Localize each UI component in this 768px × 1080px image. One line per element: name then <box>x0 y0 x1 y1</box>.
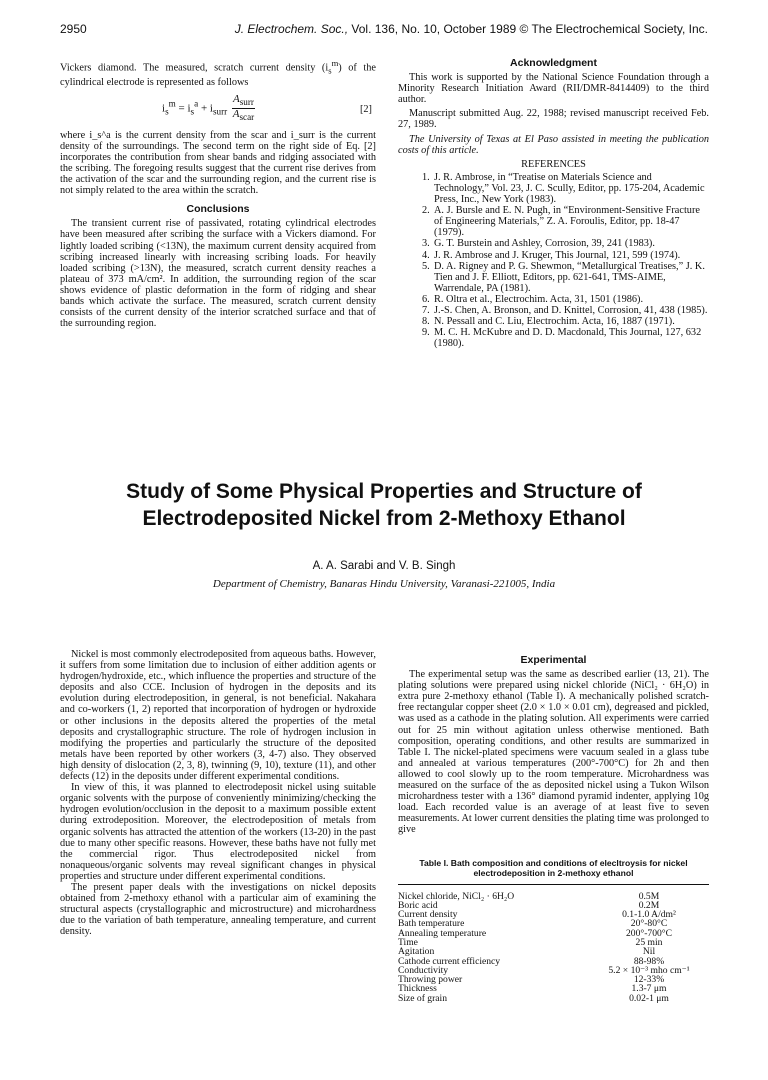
eq-plus: + i <box>198 101 213 114</box>
eq-frac-num: A <box>232 92 240 105</box>
table-cell-parameter: Bath temperature <box>398 918 465 930</box>
prev-after-equation: where i_s^a is the current density from the scar and i_surr is the current density of the surroundings. The second term on the right side of Eq. [2] incorporates the contribution from shear bands and ridging associated with the scribing. The foregoing results suggest that the current rise derives from the activation of the scar and the surrounding region, and the current rise is not simply related to the area within the scratch. <box>60 129 376 197</box>
intro-paragraph-1: Nickel is most commonly electrodeposited from aqueous baths. However, it suffers from some limitation due to inclusion of either addition agents or hydrogen/hydroxide, etc., which influence the properties and structure of the deposits and also CCE. Inclusion of hydrogen in the deposits and its evolution during electrodeposition, in general, is not beneficial. Nakahara and co-workers (1, 2) reported that incorporation of hydrogen or hydroxide or other inclusions in the deposits altered the properties of the metal deposits and crystallographic structure. The role of hydrogen inclusion in modifying the properties and particularly the structure of the deposited metals have been reported by other workers (3, 4-7) also. They observed high density of dislocation (2, 3, 8), twinning (9, 10), texture (11), and other defects (12) in the deposits under different experimental conditions. <box>60 649 376 783</box>
table-cell-value: 0.1-1.0 A/dm² <box>622 909 676 921</box>
experimental-heading: Experimental <box>520 654 587 666</box>
reference-item <box>398 294 709 305</box>
reference-number: 7. <box>422 304 430 316</box>
reference-item <box>398 305 709 316</box>
reference-number: 4. <box>422 249 430 261</box>
equation-body <box>162 94 255 124</box>
article-affiliation: Department of Chemistry, Banaras Hindu University, Varanasi-221005, India <box>212 578 556 590</box>
table-row <box>398 884 709 901</box>
reference-number: 5. <box>422 260 430 272</box>
eq-fraction <box>232 94 255 124</box>
prev-intro-text: Vickers diamond. The measured, scratch current density $(i_s^m)$ of the cylindrical electrode is represented as follows <box>60 58 376 88</box>
reference-text: D. A. Rigney and P. G. Shewmon, “Metallurgical Treatises,” J. K. Tien and J. F. Elliott, Editors, pp. 621-641, TMS-AIME, Warrendale, PA (1981). <box>434 260 705 294</box>
article-title-line-1: Study of Some Physical Properties and Structure of <box>126 480 642 503</box>
reference-text: J.-S. Chen, A. Bronson, and D. Knittel, Corrosion, 41, 438 (1985). <box>434 304 708 316</box>
table-cell-parameter: Current density <box>398 909 458 921</box>
reference-item <box>398 238 709 249</box>
page-number: 2950 <box>60 22 87 36</box>
article-left-column <box>60 649 376 937</box>
eq-mid-sub: s <box>190 106 195 117</box>
table-cell-parameter: Boric acid <box>398 899 438 911</box>
prev-article-right-column <box>398 58 709 349</box>
reference-number: 3. <box>422 238 430 250</box>
table-cell-value: 200°-700°C <box>625 927 673 939</box>
reference-item <box>398 172 709 205</box>
eq-plus-sub: surr <box>212 106 228 117</box>
experimental-text: The experimental setup was the same as described earlier (13, 21). The plating solutions were prepared using nickel chloride (NiCl₂ · 6H₂O) in extra pure 2-methoxy ethanol (Table I). A mechanically polished scratch-free rectangular copper sheet (2.0 × 1.0 × 0.01 cm), degreased and pickled, was used as a cathode in the plating solution. All experiments were carried out for 25 min without agitation unless otherwise mentioned. Bath composition, operating conditions, and other results are summarized in Table I. The nickel-plated specimens were vacuum sealed in a glass tube and annealed at various temperatures (200°-700°C) for 2h and then allowed to cool slowly up to the room temperature. Microhardness was measured on the surface of the as deposited nickel using a Tukon Wilson microhardness tester with a 136° diamond pyramid indenter, applying 10g load. Each recorded value is an average of at least five to seven measurements. At lower current densities the plating time was prolonged to give <box>398 669 709 836</box>
reference-text: M. C. H. McKubre and D. D. Macdonald, This Journal, 127, 632 (1980). <box>434 327 702 350</box>
journal-citation <box>235 22 708 36</box>
equation-number: [2] <box>359 103 372 115</box>
table-cell-parameter: Thickness <box>398 983 437 995</box>
table-cell-value: 0.2M <box>638 899 660 911</box>
table-cell-value: Nil <box>642 946 656 958</box>
reference-text: G. T. Burstein and Ashley, Corrosion, 39, 241 (1983). <box>434 238 655 250</box>
reference-item <box>398 205 709 238</box>
table-cell-parameter: Annealing temperature <box>398 927 487 939</box>
eq-mid: = i <box>175 101 191 114</box>
table-cell-value: 0.02-1 μm <box>629 992 669 1004</box>
reference-number: 8. <box>422 316 430 328</box>
reference-item <box>398 250 709 261</box>
table-cell-value: 0.5M <box>638 890 660 902</box>
eq-frac-den: A <box>232 107 240 120</box>
eq-lhs-sup: m <box>168 98 176 109</box>
reference-text: J. R. Ambrose, in “Treatise on Materials Science and Technology,” Vol. 23, J. C. Scully, Editor, pp. 175-204, Academic Press, Inc., New York (1983). <box>434 171 705 206</box>
reference-item <box>398 327 709 349</box>
intro-paragraph-3: The present paper deals with the investigations on nickel deposits obtained from 2-methoxy ethanol with a particular aim of examining the structural aspects (crystallographic and microstructure) and microhardness due to the variation of bath temperature, annealing temperature, and current density. <box>60 881 376 938</box>
table-cell-value: 1.3-7 μm <box>631 983 667 995</box>
table-cell-parameter: Cathode current efficiency <box>398 955 501 967</box>
acknowledgment-text: This work is supported by the National Science Foundation through a Minority Research Initiation Award (RII/DMR-8414409) to the third author. <box>398 72 709 106</box>
table-row <box>398 929 709 938</box>
intro-paragraph-2: In view of this, it was planned to electrodeposit nickel using suitable organic solvents with the purpose of conveniently minimizing/checking the hydrogen evolution/occlusion in the deposit to a maximum possible extent during extrodeposition. Moreover, the electrodeposition of metals from organic solvents has attracted the attention of the workers (13-20) in the past due to many other specific reasons. However, these baths have not fully met the commercial rigor. Thus electrodeposited nickel from nonaqueous/organic solvents may reveal significant changes in physical properties and structure under different experimental conditions. <box>60 782 376 882</box>
table-cell-value: 20°-80°C <box>630 918 668 930</box>
eq-frac-num-sub: surr <box>239 96 254 107</box>
eq-frac-den-sub: scar <box>239 112 255 123</box>
table-row <box>398 938 709 947</box>
reference-text: R. Oltra et al., Electrochim. Acta, 31, 1501 (1986). <box>434 293 644 305</box>
table-cell-value: 12-33% <box>633 974 665 986</box>
article-right-column <box>398 649 709 1003</box>
table-1 <box>398 884 709 1004</box>
running-header <box>60 22 708 38</box>
intro-text-a: Vickers diamond. The measured, scratch current density (i <box>60 62 329 74</box>
reference-text: J. R. Ambrose and J. Kruger, This Journal, 121, 599 (1974). <box>434 249 681 261</box>
table-row <box>398 994 709 1003</box>
reference-item <box>398 316 709 327</box>
table-1-caption: Table I. Bath composition and conditions of elecltroysis for nickel electrodeposition in 2-methoxy ethanol <box>419 857 688 878</box>
table-cell-parameter: Time <box>398 936 418 948</box>
table-cell-parameter: Agitation <box>398 946 435 958</box>
equation-2 <box>60 92 376 126</box>
journal-issue: Vol. 136, No. 10, October 1989 © The Electrochemical Society, Inc. <box>351 22 708 36</box>
eq-mid-sup: a <box>194 98 199 109</box>
table-cell-parameter: Nickel chloride, NiCl₂ · 6H₂O <box>398 890 515 902</box>
references-heading: REFERENCES <box>521 158 586 170</box>
manuscript-note: Manuscript submitted Aug. 22, 1988; revised manuscript received Feb. 27, 1989. <box>398 108 709 131</box>
reference-number: 9. <box>422 327 430 339</box>
article-title-line-2: Electrodeposited Nickel from 2-Methoxy Ethanol <box>142 507 626 530</box>
intro-text-b: ) of the cylindrical electrode is represented as follows <box>60 62 376 88</box>
article-title <box>40 478 728 532</box>
prev-article-left-column <box>60 58 376 329</box>
table-cell-value: 5.2 × 10⁻³ mho cm⁻¹ <box>608 964 690 976</box>
table-cell-value: 88-98% <box>633 955 665 967</box>
references-list <box>398 172 709 350</box>
reference-item <box>398 261 709 294</box>
acknowledgment-heading: Acknowledgment <box>510 57 597 69</box>
publication-cost-note: The University of Texas at El Paso assisted in meeting the publication costs of this article. <box>398 133 709 156</box>
journal-name: J. Electrochem. Soc., <box>234 22 349 36</box>
article-authors: A. A. Sarabi and V. B. Singh <box>312 560 456 572</box>
table-cell-parameter: Size of grain <box>398 992 448 1004</box>
intro-sup: m <box>331 58 339 68</box>
table-cell-value: 25 min <box>635 936 663 948</box>
reference-number: 6. <box>422 293 430 305</box>
reference-text: N. Pessall and C. Liu, Electrochim. Acta, 16, 1887 (1971). <box>434 316 675 328</box>
reference-text: A. J. Bursle and E. N. Pugh, in “Environment-Sensitive Fracture of Engineering Materials,” Z. A. Foroulis, Editor, pp. 18-47 (1979). <box>434 205 700 239</box>
conclusions-heading: Conclusions <box>186 203 250 216</box>
table-cell-parameter: Throwing power <box>398 974 463 986</box>
reference-number: 2. <box>422 205 430 217</box>
table-cell-parameter: Conductivity <box>398 964 449 976</box>
eq-lhs: i <box>162 101 166 114</box>
eq-lhs-sub: s <box>165 106 169 117</box>
reference-number: 1. <box>422 171 430 183</box>
conclusions-text: The transient current rise of passivated, rotating cylindrical electrodes have been measured after scribing the surface with a Vickers diamond. For lightly loaded scribing (<13N), the maximum current density acquired from scribing increased linearly with increasing scribing loads. For heavily loaded scribing (>13N), the measured, scratch current density reaches a plateau of 373 mA/cm². In addition, the surrounding region of the scar shows evidence of plastic deformation in the form of ridging and shear bands which activate the surface. The measured, scratch current density consists of the current density of the interior scratched surface and that of the surrounding region. <box>60 218 376 330</box>
